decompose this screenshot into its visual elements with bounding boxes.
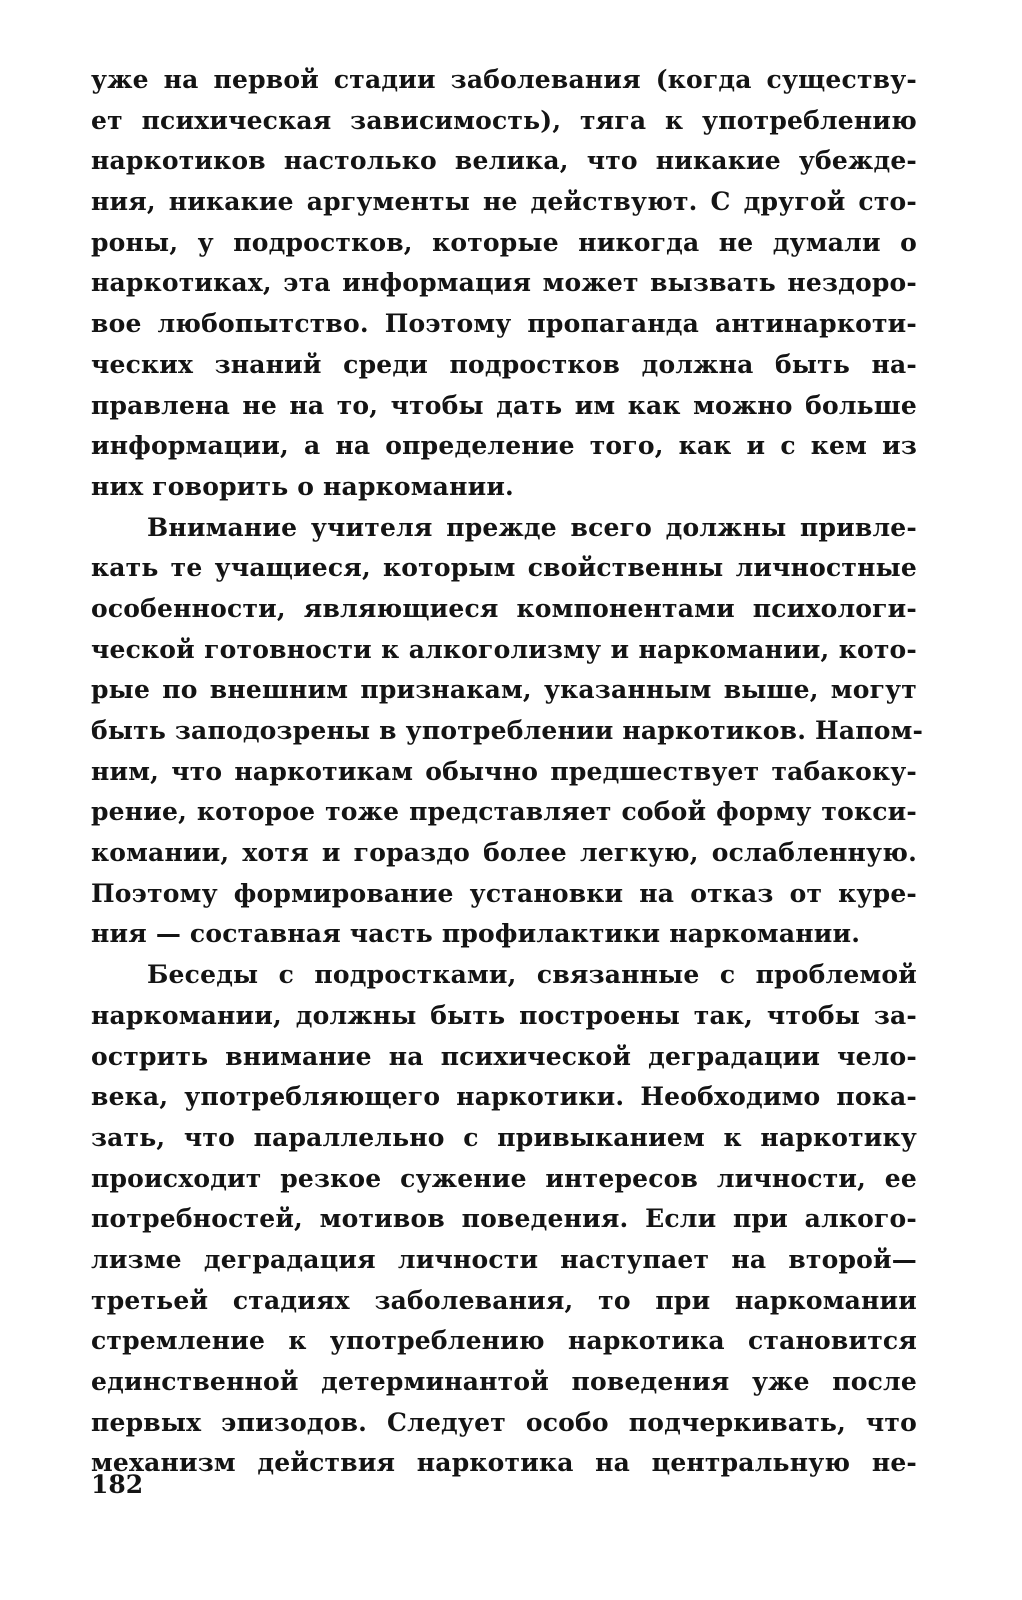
text-line: особенности, являющиеся компонентами психологи-	[91, 593, 917, 623]
text-line: лизме деградация личности наступает на второй—	[91, 1244, 917, 1274]
text-line: роны, у подростков, которые никогда не думали о	[91, 227, 917, 257]
text-line: информации, а на определение того, как и с кем из	[91, 431, 917, 461]
text-line: них говорить о наркомании.	[91, 471, 514, 501]
text-line: комании, хотя и гораздо более легкую, ослабленную.	[91, 838, 917, 868]
text-line: зать, что параллельно с привыканием к наркотику	[91, 1122, 917, 1152]
text-line: Внимание учителя прежде всего должны привле-	[147, 512, 917, 542]
text-line: ческой готовности к алкоголизму и наркомании, кото-	[91, 634, 917, 664]
text-line: Беседы с подростками, связанные с проблемой	[147, 960, 917, 990]
text-line: стремление к употреблению наркотика становится	[91, 1326, 917, 1356]
text-line: ния, никакие аргументы не действуют. С другой сто-	[91, 187, 917, 217]
body-text	[91, 60, 924, 1484]
text-line: ним, что наркотикам обычно предшествует табакоку-	[91, 756, 917, 786]
text-line: ческих знаний среди подростков должна быть на-	[91, 349, 917, 379]
page-number: 182	[91, 1470, 144, 1499]
text-line: потребностей, мотивов поведения. Если при алкого-	[91, 1204, 917, 1234]
text-line: рение, которое тоже представляет собой форму токси-	[91, 797, 917, 827]
text-line: правлена не на то, чтобы дать им как можно больше	[91, 390, 917, 420]
text-line: Поэтому формирование установки на отказ от куре-	[91, 878, 917, 908]
text-line: уже на первой стадии заболевания (когда существу-	[91, 65, 917, 94]
text-line: века, употребляющего наркотики. Необходимо пока-	[91, 1082, 917, 1112]
text-line: наркотиков настолько велика, что никакие убежде-	[91, 146, 917, 176]
text-line: наркомании, должны быть построены так, чтобы за-	[91, 1000, 917, 1030]
text-line: механизм действия наркотика на центральную не-	[91, 1448, 917, 1478]
text-line: кать те учащиеся, которым свойственны личностные	[91, 553, 917, 583]
text-line: происходит резкое сужение интересов личности, ее	[91, 1163, 917, 1193]
text-line: острить внимание на психической деградации чело-	[91, 1041, 917, 1071]
text-line: ния — составная часть профилактики наркомании.	[91, 919, 861, 949]
text-line: вое любопытство. Поэтому пропаганда антинаркоти-	[91, 309, 917, 339]
text-line: наркотиках, эта информация может вызвать нездоро-	[91, 268, 917, 298]
text-line: ет психическая зависимость), тяга к употреблению	[91, 105, 917, 135]
text-line: рые по внешним признакам, указанным выше, могут	[91, 675, 917, 705]
text-line: первых эпизодов. Следует особо подчеркивать, что	[91, 1407, 917, 1437]
text-line: третьей стадиях заболевания, то при наркомании	[91, 1285, 917, 1315]
text-line: единственной детерминантой поведения уже после	[91, 1367, 917, 1396]
text-line: быть заподозрены в употреблении наркотиков. Напом-	[91, 716, 924, 745]
